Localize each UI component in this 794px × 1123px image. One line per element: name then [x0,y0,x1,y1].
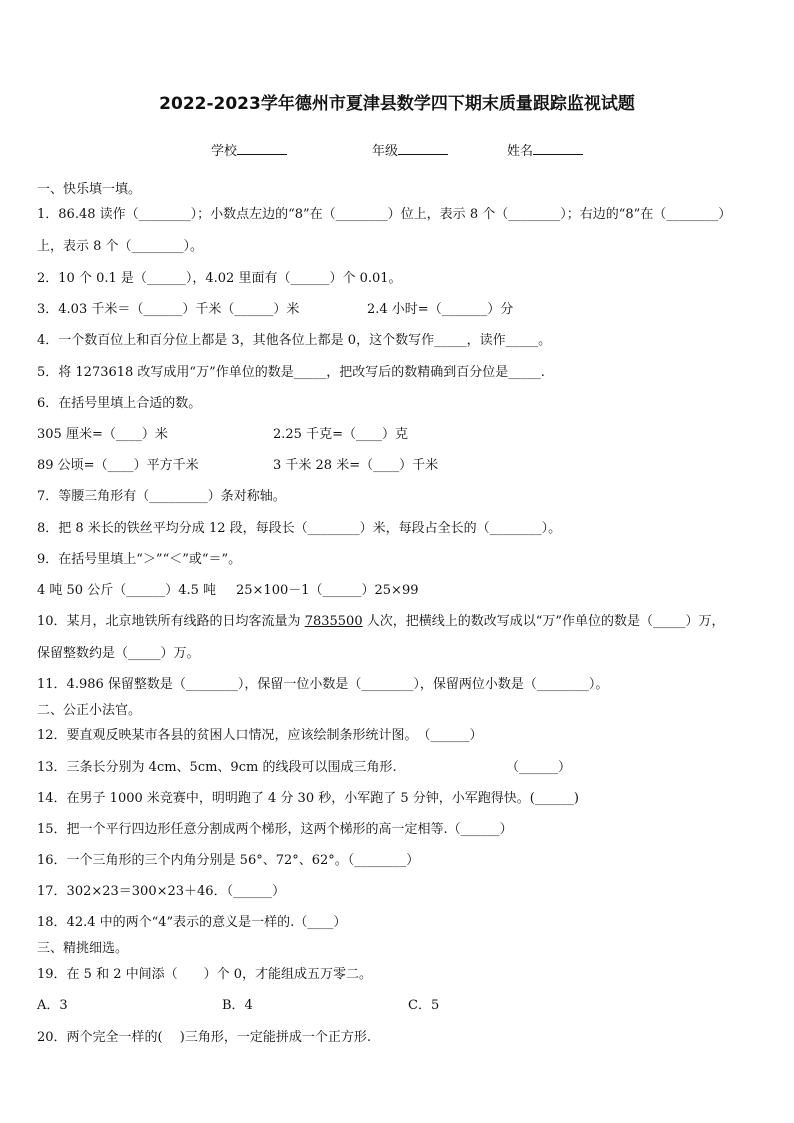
section-heading-1: 一、快乐填一填。 [37,182,142,197]
question-13-answer: （______） [506,760,572,775]
question-19-option-a: A．3 [37,998,68,1013]
question-5: 5．将 1273618 改写成用“万”作单位的数是_____，把改写后的数精确到百分位是_____. [37,365,545,380]
question-10-suffix: 人次，把横线上的数改写成以“万”作单位的数是（_____）万， [362,614,725,629]
question-16: 16．一个三角形的三个内角分别是 56°、72°、62°。（________） [37,853,420,868]
question-13: 13．三条长分别为 4cm、5cm、9cm 的线段可以围成三角形. [37,760,397,775]
question-6-item-d: 3 千米 28 米=（____）千米 [273,458,439,473]
question-19-option-c: C．5 [408,998,440,1013]
question-7: 7．等腰三角形有（_________）条对称轴。 [37,489,286,504]
question-9: 9．在括号里填上“＞”“＜”或“＝”。 [37,552,242,567]
name-blank[interactable] [533,140,583,155]
name-field [507,140,583,159]
question-6: 6．在括号里填上合适的数。 [37,396,202,411]
grade-field [372,140,448,159]
grade-label: 年级 [372,144,399,159]
question-6-item-a: 305 厘米=（____）米 [37,427,168,442]
question-11: 11．4.986 保留整数是（________），保留一位小数是（________），保留两位小数是（________）。 [37,677,609,692]
question-10-line-2: 保留整数约是（_____）万。 [37,646,200,661]
school-blank[interactable] [237,140,287,155]
question-1-line-1: 1．86.48 读作（________）；小数点左边的“8”在（________）位上，表示 8 个（________）；右边的“8”在（________） [37,207,732,222]
question-14: 14．在男子 1000 米竞赛中，明明跑了 4 分 30 秒，小军跑了 5 分钟，小军跑得快。(______) [37,791,579,806]
question-3-part-a: 3．4.03 千米＝（______）千米（______）米 [37,302,300,317]
question-15: 15．把一个平行四边形任意分割成两个梯形，这两个梯形的高一定相等.（______） [37,822,513,837]
question-6-item-c: 89 公顷=（____）平方千米 [37,458,199,473]
question-8: 8．把 8 米长的铁丝平均分成 12 段，每段长（________）米，每段占全长的（________）。 [37,521,562,536]
question-12: 12．要直观反映某市各县的贫困人口情况，应该绘制条形统计图。 （______） [37,728,483,743]
question-20: 20．两个完全一样的( )三角形，一定能拼成一个正方形. [37,1030,371,1045]
question-10-number: 7835500 [304,614,363,629]
section-heading-2: 二、公正小法官。 [37,703,142,718]
question-19: 19．在 5 和 2 中间添（ ）个 0，才能组成五万零二。 [37,967,373,982]
page-title: 2022-2023学年德州市夏津县数学四下期末质量跟踪监视试题 [159,94,635,114]
question-19-option-b: B．4 [222,998,253,1013]
question-9-item-a: 4 吨 50 公斤（______）4.5 吨 [37,583,217,598]
question-2: 2．10 个 0.1 是（______），4.02 里面有（______）个 0.01。 [37,271,402,286]
question-4: 4．一个数百位上和百分位上都是 3，其他各位上都是 0，这个数写作_____，读作_____。 [37,333,552,348]
school-label: 学校 [211,144,238,159]
question-1-line-2: 上，表示 8 个（________）。 [37,239,204,254]
question-9-item-b: 25×100－1（______）25×99 [236,583,419,598]
question-17: 17．302×23＝300×23＋46．（______） [37,884,286,899]
question-18: 18．42.4 中的两个“4”表示的意义是一样的.（____） [37,915,347,930]
question-10-prefix: 10．某月，北京地铁所有线路的日均客流量为 [37,614,305,629]
question-6-item-b: 2.25 千克=（____）克 [273,427,408,442]
question-10-line-1 [37,614,725,630]
question-3-part-b: 2.4 小时=（_______）分 [367,302,514,317]
name-label: 姓名 [507,144,534,159]
section-heading-3: 三、精挑细选。 [37,941,129,956]
school-field [211,140,287,159]
grade-blank[interactable] [398,140,448,155]
